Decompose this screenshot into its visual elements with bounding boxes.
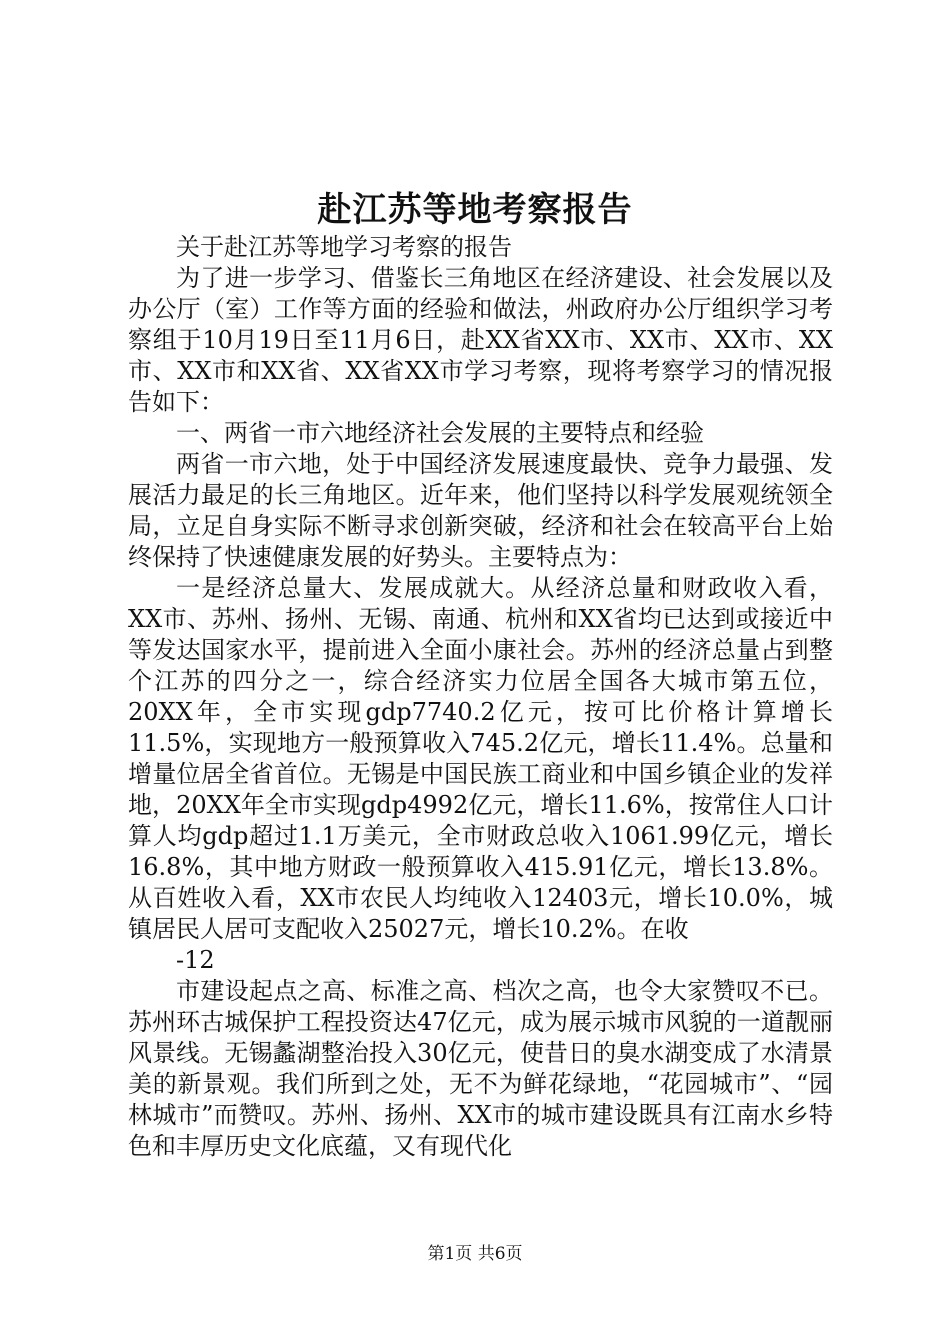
section-heading: 一、两省一市六地经济社会发展的主要特点和经验 xyxy=(176,419,704,447)
page-footer: 第1页 共6页 xyxy=(427,1244,523,1264)
page-marker: -12 xyxy=(176,946,215,974)
paragraph-intro: 为了进一步学习、借鉴长三角地区在经济建设、社会发展以及办公厅（室）工作等方面的经验和做法，州政府办公厅组织学习考察组于10月19日至11月6日，赴XX省XX市、XX市、XX市、XX市、XX市和XX省、XX省XX市学习考察，现将考察学习的情况报告如下： xyxy=(128,264,833,416)
paragraph-city-construction: 市建设起点之高、标准之高、档次之高，也令大家赞叹不已。苏州环古城保护工程投资达47亿元，成为展示城市风貌的一道靓丽风景线。无锡蠡湖整治投入30亿元，使昔日的臭水湖变成了水清景美的新景观。我们所到之处，无不为鲜花绿地，“花园城市”、“园林城市”而赞叹。苏州、扬州、XX市的城市建设既具有江南水乡特色和丰厚历史文化底蕴，又有现代化 xyxy=(128,977,833,1160)
document-body xyxy=(128,232,833,1162)
paragraph-overview: 两省一市六地，处于中国经济发展速度最快、竞争力最强、发展活力最足的长三角地区。近年来，他们坚持以科学发展观统领全局，立足自身实际不断寻求创新突破，经济和社会在较高平台上始终保持了快速健康发展的好势头。主要特点为： xyxy=(128,450,833,571)
paragraph-heading: 关于赴江苏等地学习考察的报告 xyxy=(176,233,512,261)
paragraph-economy: 一是经济总量大、发展成就大。从经济总量和财政收入看，XX市、苏州、扬州、无锡、南通、杭州和XX省均已达到或接近中等发达国家水平，提前进入全面小康社会。苏州的经济总量占到整个江苏的四分之一，综合经济实力位居全国各大城市第五位，20XX年，全市实现gdp7740.2亿元，按可比价格计算增长11.5%，实现地方一般预算收入745.2亿元，增长11.4%。总量和增量位居全省首位。无锡是中国民族工商业和中国乡镇企业的发祥地，20XX年全市实现gdp4992亿元，增长11.6%，按常住人口计算人均gdp超过1.1万美元，全市财政总收入1061.99亿元，增长16.8%，其中地方财政一般预算收入415.91亿元，增长13.8%。从百姓收入看，XX市农民人均纯收入12403元，增长10.0%，城镇居民人居可支配收入25027元，增长10.2%。在收 xyxy=(128,574,833,943)
document-title: 赴江苏等地考察报告 xyxy=(317,190,633,230)
